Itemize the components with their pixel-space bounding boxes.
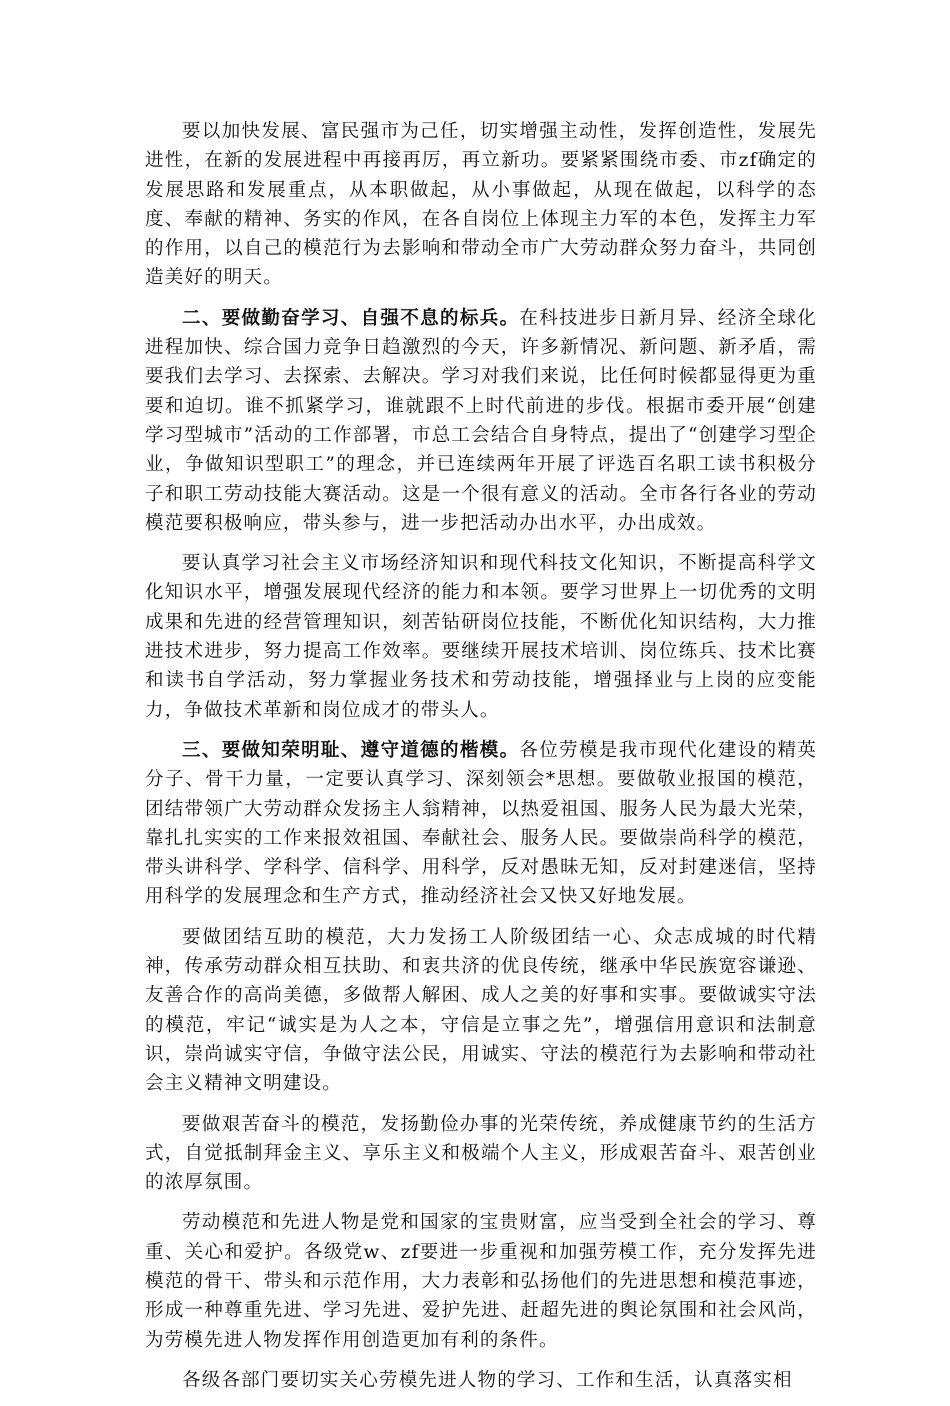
paragraph-5 bbox=[145, 923, 817, 1099]
paragraph-4 bbox=[145, 736, 817, 912]
paragraph-text: 要认真学习社会主义市场经济知识和现代科技文化知识，不断提高科学文化知识水平，增强发展现代经济的能力和本领。要学习世界上一切优秀的文明成果和先进的经营管理知识，刻苦钻研岗位技能，不断优化知识结构，大力推进技术进步，努力提高工作效率。要继续开展技术培训、岗位练兵、技术比赛和读书自学活动，努力掌握业务技术和劳动技能，增强择业与上岗的应变能力，争做技术革新和岗位成才的带头人。 bbox=[145, 553, 817, 721]
paragraph-8 bbox=[145, 1366, 817, 1395]
section-heading-2: 二、要做勤奋学习、自强不息的标兵。 bbox=[182, 307, 520, 329]
paragraph-text: 各位劳模是我市现代化建设的精英分子、骨干力量，一定要认真学习、深刻领会*思想。要做敬业报国的模范，团结带领广大劳动群众发扬主人翁精神，以热爱祖国、服务人民为最大光荣，靠扎扎实实的工作来报效祖国、奉献社会、服务人民。要做崇尚科学的模范，带头讲科学、学科学、信科学、用科学，反对愚昧无知，反对封建迷信，坚持用科学的发展理念和生产方式，推动经济社会又快又好地发展。 bbox=[145, 739, 817, 908]
section-heading-3: 三、要做知荣明耻、遵守道德的楷模。 bbox=[182, 739, 520, 761]
paragraph-text: 劳动模范和先进人物是党和国家的宝贵财富，应当受到全社会的学习、尊重、关心和爱护。各级党w、zf要进一步重视和加强劳模工作，充分发挥先进模范的骨干、带头和示范作用，大力表彰和弘扬他们的先进思想和模范事迹，形成一种尊重先进、学习先进、爱护先进、赶超先进的舆论氛围和社会风尚，为劳模先进人物发挥作用创造更加有利的条件。 bbox=[145, 1212, 817, 1351]
paragraph-7 bbox=[145, 1208, 817, 1354]
paragraph-3 bbox=[145, 549, 817, 725]
paragraph-text: 在科技进步日新月异、经济全球化进程加快、综合国力竞争日趋激烈的今天，许多新情况、新问题、新矛盾，需要我们去学习、去探索、去解决。学习对我们来说，比任何时候都显得更为重要和迫切。谁不抓紧学习，谁就跟不上时代前进的步伐。根据市委开展“创建学习型城市”活动的工作部署，市总工会结合自身特点，提出了“创建学习型企业，争做知识型职工”的理念，并已连续两年开展了评选百名职工读书积极分子和职工劳动技能大赛活动。这是一个很有意义的活动。全市各行各业的劳动模范要积极响应，带头参与，进一步把活动办出水平，办出成效。 bbox=[145, 307, 817, 534]
paragraph-2 bbox=[145, 304, 817, 538]
paragraph-text: 要做团结互助的模范，大力发扬工人阶级团结一心、众志成城的时代精神，传承劳动群众相互扶助、和衷共济的优良传统，继承中华民族宽容谦逊、友善合作的高尚美德，多做帮人解困、成人之美的好事和实事。要做诚实守法的模范，牢记“诚实是为人之本，守信是立事之先”，增强信用意识和法制意识，崇尚诚实守信，争做守法公民，用诚实、守法的模范行为去影响和带动社会主义精神文明建设。 bbox=[145, 926, 817, 1095]
paragraph-text: 要以加快发展、富民强市为己任，切实增强主动性，发挥创造性，发展先进性，在新的发展进程中再接再厉，再立新功。要紧紧围绕市委、市zf确定的发展思路和发展重点，从本职做起，从小事做起，从现在做起，以科学的态度、奉献的精神、务实的作风，在各自岗位上体现主力军的本色，发挥主力军的作用，以自己的模范行为去影响和带动全市广大劳动群众努力奋斗，共同创造美好的明天。 bbox=[145, 121, 817, 289]
paragraph-text: 要做艰苦奋斗的模范，发扬勤俭办事的光荣传统，养成健康节约的生活方式，自觉抵制拜金主义、享乐主义和极端个人主义，形成艰苦奋斗、艰苦创业的浓厚氛围。 bbox=[145, 1113, 817, 1194]
paragraph-6 bbox=[145, 1110, 817, 1198]
paragraph-1 bbox=[145, 117, 817, 293]
paragraph-text: 各级各部门要切实关心劳模先进人物的学习、工作和生活，认真落实相 bbox=[182, 1369, 793, 1391]
document-page bbox=[145, 117, 817, 1406]
